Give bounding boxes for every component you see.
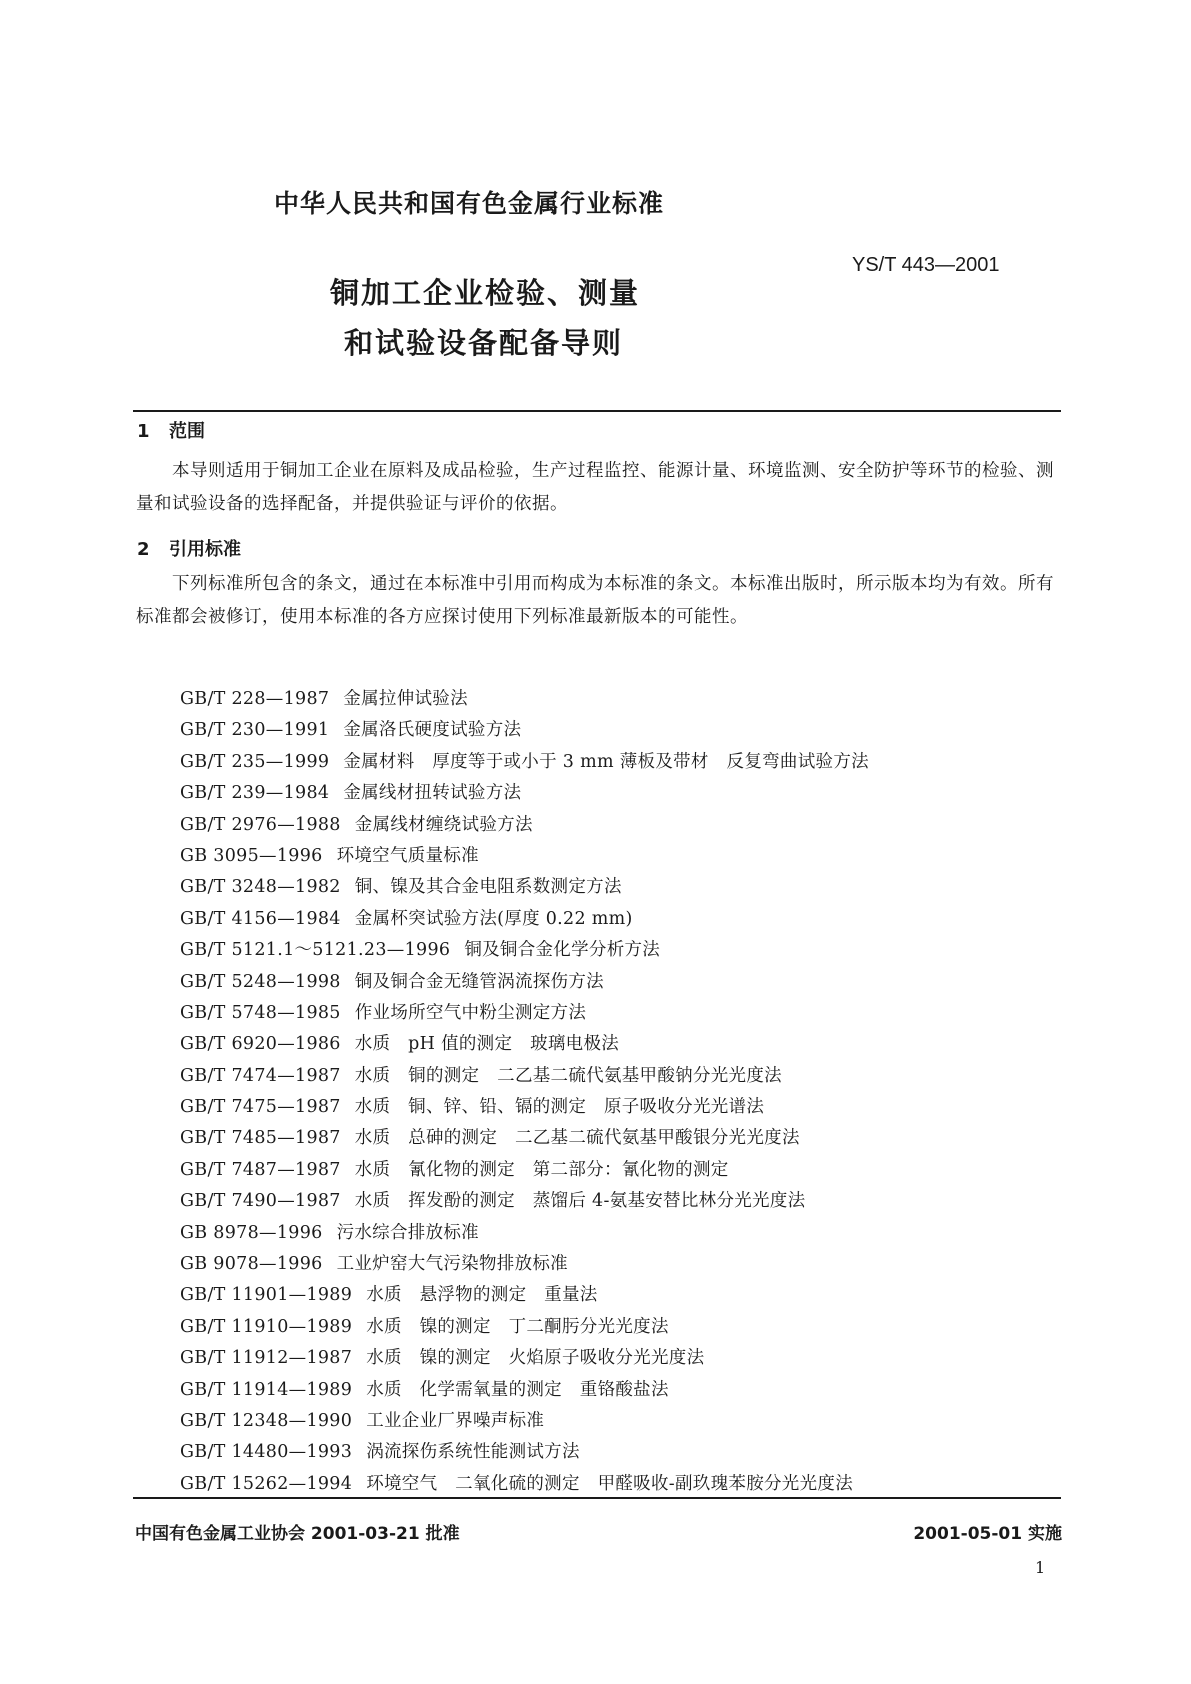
reference-item xyxy=(180,810,869,841)
reference-item xyxy=(180,1061,869,1092)
reference-title: 污水综合排放标准 xyxy=(336,1222,479,1243)
implementation-date: 2001-05-01 实施 xyxy=(913,1524,1062,1544)
reference-item xyxy=(180,778,869,809)
reference-title: 金属洛氏硬度试验方法 xyxy=(343,720,522,741)
reference-item xyxy=(180,1280,869,1311)
section-1-heading xyxy=(137,417,205,443)
reference-code: GB/T 7490—1987 xyxy=(180,1191,341,1212)
page-number: 1 xyxy=(1035,1558,1046,1577)
reference-title: 金属拉伸试验法 xyxy=(343,689,468,709)
approval-line: 中国有色金属工业协会 2001-03-21 批准 xyxy=(135,1524,460,1544)
reference-item xyxy=(180,1155,869,1186)
reference-code: GB/T 7485—1987 xyxy=(180,1128,341,1149)
reference-code: GB/T 11910—1989 xyxy=(180,1316,353,1337)
reference-title: 水质 pH 值的测定 玻璃电极法 xyxy=(354,1034,620,1055)
reference-item xyxy=(180,747,869,778)
reference-title: 水质 总砷的测定 二乙基二硫代氨基甲酸银分光光度法 xyxy=(354,1128,800,1149)
reference-code: GB/T 5248—1998 xyxy=(180,971,341,992)
reference-title: 作业场所空气中粉尘测定方法 xyxy=(354,1002,587,1023)
reference-code: GB/T 230—1991 xyxy=(180,720,330,741)
reference-title: 水质 镍的测定 火焰原子吸收分光光度法 xyxy=(366,1348,705,1369)
reference-code: GB/T 6920—1986 xyxy=(180,1034,341,1055)
reference-code: GB/T 2976—1988 xyxy=(180,814,341,835)
standard-code: YS/T 443—2001 xyxy=(852,254,1000,276)
reference-code: GB/T 15262—1994 xyxy=(180,1473,353,1494)
reference-item xyxy=(180,1375,869,1406)
section-title: 范围 xyxy=(169,421,205,442)
reference-list xyxy=(180,684,869,1500)
top-divider xyxy=(133,410,1061,412)
section-number: 1 xyxy=(137,421,150,442)
reference-code: GB/T 4156—1984 xyxy=(180,908,341,929)
reference-code: GB/T 235—1999 xyxy=(180,751,330,772)
reference-title: 金属线材扭转试验方法 xyxy=(343,783,522,804)
reference-item xyxy=(180,684,869,715)
section-2-paragraph: 下列标准所包含的条文，通过在本标准中引用而构成为本标准的条文。本标准出版时，所示版本均为有效。所有标准都会被修订，使用本标准的各方应探讨使用下列标准最新版本的可能性。 xyxy=(136,574,1054,627)
reference-code: GB/T 14480—1993 xyxy=(180,1442,353,1463)
reference-title: 金属杯突试验方法(厚度 0.22 mm) xyxy=(354,908,633,929)
organization-header: 中华人民共和国有色金属行业标准 xyxy=(274,189,665,218)
reference-code: GB/T 11901—1989 xyxy=(180,1285,353,1306)
reference-title: 铜及铜合金化学分析方法 xyxy=(464,940,661,961)
reference-code: GB 3095—1996 xyxy=(180,845,323,866)
reference-title: 金属线材缠绕试验方法 xyxy=(354,814,533,835)
reference-item xyxy=(180,1406,869,1437)
reference-title: 环境空气 二氧化硫的测定 甲醛吸收-副玖瑰苯胺分光光度法 xyxy=(366,1473,853,1494)
reference-title: 水质 化学需氧量的测定 重铬酸盐法 xyxy=(366,1379,669,1400)
bottom-divider xyxy=(133,1497,1061,1499)
section-2-heading xyxy=(137,535,241,561)
reference-item xyxy=(180,1123,869,1154)
reference-item xyxy=(180,1469,869,1500)
document-title xyxy=(330,268,690,368)
title-line-2: 和试验设备配备导则 xyxy=(344,326,624,360)
reference-item xyxy=(180,1218,869,1249)
reference-code: GB 9078—1996 xyxy=(180,1254,323,1275)
reference-code: GB/T 5748—1985 xyxy=(180,1002,341,1023)
reference-code: GB/T 11912—1987 xyxy=(180,1348,353,1369)
reference-code: GB/T 239—1984 xyxy=(180,783,330,804)
reference-code: GB/T 11914—1989 xyxy=(180,1379,353,1400)
reference-code: GB/T 7474—1987 xyxy=(180,1065,341,1086)
reference-code: GB/T 5121.1～5121.23—1996 xyxy=(180,940,451,961)
reference-code: GB/T 7487—1987 xyxy=(180,1159,341,1180)
reference-item xyxy=(180,1312,869,1343)
reference-title: 涡流探伤系统性能测试方法 xyxy=(366,1442,580,1463)
reference-title: 水质 铜的测定 二乙基二硫代氨基甲酸钠分光光度法 xyxy=(354,1065,782,1086)
reference-code: GB/T 7475—1987 xyxy=(180,1097,341,1118)
reference-title: 水质 镍的测定 丁二酮肟分光光度法 xyxy=(366,1316,669,1337)
reference-item xyxy=(180,904,869,935)
reference-title: 工业企业厂界噪声标准 xyxy=(366,1410,545,1431)
reference-title: 水质 铜、锌、铅、镉的测定 原子吸收分光光谱法 xyxy=(354,1097,765,1118)
reference-item xyxy=(180,872,869,903)
reference-code: GB 8978—1996 xyxy=(180,1222,323,1243)
section-1-paragraph: 本导则适用于铜加工企业在原料及成品检验，生产过程监控、能源计量、环境监测、安全防护等环节的检验、测量和试验设备的选择配备，并提供验证与评价的依据。 xyxy=(136,461,1054,514)
reference-item xyxy=(180,1437,869,1468)
reference-code: GB/T 12348—1990 xyxy=(180,1410,353,1431)
reference-title: 铜及铜合金无缝管涡流探伤方法 xyxy=(354,971,604,992)
reference-item xyxy=(180,1092,869,1123)
reference-item xyxy=(180,1029,869,1060)
reference-title: 铜、镍及其合金电阻系数测定方法 xyxy=(354,877,622,898)
reference-title: 水质 挥发酚的测定 蒸馏后 4-氨基安替比林分光光度法 xyxy=(354,1191,806,1212)
reference-code: GB/T 3248—1982 xyxy=(180,877,341,898)
reference-code: GB/T 228—1987 xyxy=(180,689,330,709)
reference-item xyxy=(180,841,869,872)
reference-item xyxy=(180,1343,869,1374)
reference-title: 水质 氰化物的测定 第二部分：氰化物的测定 xyxy=(354,1159,729,1180)
section-title: 引用标准 xyxy=(169,539,241,560)
reference-item xyxy=(180,967,869,998)
reference-item xyxy=(180,998,869,1029)
section-number: 2 xyxy=(137,539,150,560)
reference-item xyxy=(180,935,869,966)
reference-title: 水质 悬浮物的测定 重量法 xyxy=(366,1285,598,1306)
reference-title: 环境空气质量标准 xyxy=(336,845,479,866)
title-line-1: 铜加工企业检验、测量 xyxy=(330,276,641,310)
reference-item xyxy=(180,1186,869,1217)
reference-item xyxy=(180,715,869,746)
reference-title: 金属材料 厚度等于或小于 3 mm 薄板及带材 反复弯曲试验方法 xyxy=(343,751,869,772)
reference-title: 工业炉窑大气污染物排放标准 xyxy=(336,1254,568,1275)
reference-item xyxy=(180,1249,869,1280)
